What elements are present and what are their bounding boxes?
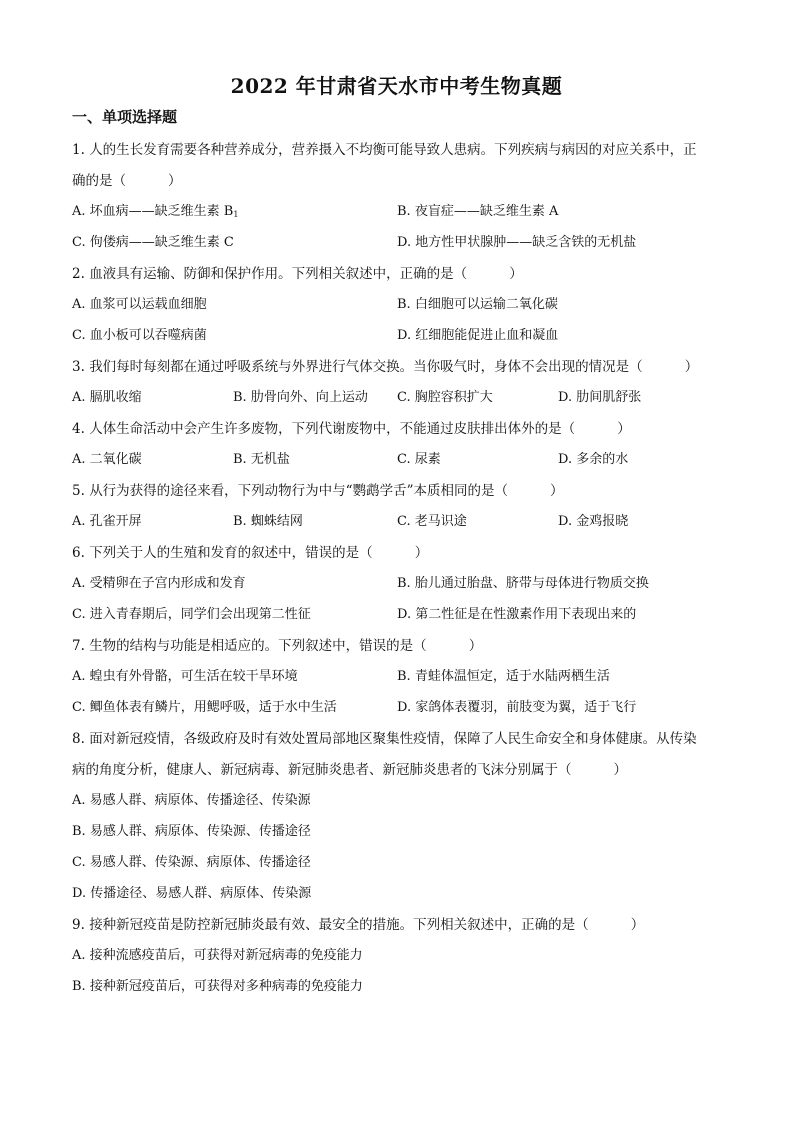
question-8-option-a bbox=[72, 791, 311, 811]
question-8-option-b bbox=[72, 822, 311, 842]
question-9-option-a bbox=[72, 946, 363, 966]
question-6-option-b bbox=[397, 574, 649, 594]
stem-close: ） bbox=[550, 483, 564, 499]
option-label: D. bbox=[397, 700, 412, 715]
question-8-option-c bbox=[72, 853, 311, 873]
stem-close: ） bbox=[684, 359, 699, 375]
option-label: D. bbox=[558, 390, 573, 405]
option-label: C. bbox=[72, 700, 86, 715]
option-label: C. bbox=[397, 452, 411, 467]
stem-close: ） bbox=[168, 173, 182, 189]
option-label: A. bbox=[72, 514, 86, 529]
document-title: 2022 年甘肃省天水市中考生物真题 bbox=[230, 74, 563, 98]
stem-close: ） bbox=[613, 762, 627, 778]
option-text: 易感人群、病原体、传染源、传播途径 bbox=[89, 824, 311, 839]
stem-close: ） bbox=[468, 638, 483, 654]
question-6-option-a bbox=[72, 574, 246, 594]
question-3-stem bbox=[72, 357, 698, 377]
option-text: 血浆可以运载血细胞 bbox=[89, 297, 207, 312]
question-number: 6. bbox=[72, 545, 85, 561]
option-text: 尿素 bbox=[414, 452, 441, 467]
question-5-option-b bbox=[233, 512, 303, 532]
option-label: B. bbox=[233, 452, 247, 467]
option-label: C. bbox=[72, 235, 86, 250]
option-text: 无机盐 bbox=[250, 452, 290, 467]
question-7-option-d bbox=[397, 698, 636, 718]
option-text: 老马识途 bbox=[414, 514, 467, 529]
question-number: 2. bbox=[72, 266, 85, 282]
option-text: 易感人群、病原体、传播途径、传染源 bbox=[89, 793, 311, 808]
question-2-option-a bbox=[72, 295, 207, 315]
question-3-option-a bbox=[72, 388, 142, 408]
option-label: A. bbox=[72, 793, 86, 808]
option-label: B. bbox=[233, 514, 247, 529]
question-number: 7. bbox=[72, 638, 85, 654]
question-8-option-d bbox=[72, 884, 311, 904]
option-label: D. bbox=[72, 886, 87, 901]
question-number: 9. bbox=[72, 917, 85, 933]
option-text: 白细胞可以运输二氧化碳 bbox=[414, 297, 558, 312]
option-label: A. bbox=[72, 948, 86, 963]
option-label: C. bbox=[72, 607, 86, 622]
option-text: 地方性甲状腺肿——缺乏含铁的无机盐 bbox=[415, 235, 637, 250]
question-3-option-d bbox=[558, 388, 641, 408]
option-label: D. bbox=[558, 452, 573, 467]
question-number: 3. bbox=[72, 359, 85, 375]
option-text: 孔雀开屏 bbox=[89, 514, 142, 529]
question-1-option-d bbox=[397, 233, 636, 253]
question-7-option-b bbox=[397, 667, 610, 687]
option-label: D. bbox=[397, 235, 412, 250]
option-text: 夜盲症——缺乏维生素 A bbox=[414, 204, 559, 219]
question-7-option-c bbox=[72, 698, 337, 718]
option-label: B. bbox=[397, 669, 411, 684]
option-label: D. bbox=[558, 514, 573, 529]
stem-text: 病的角度分析，健康人、新冠病毒、新冠肺炎患者、新冠肺炎患者的飞沫分别属于（ bbox=[72, 762, 572, 778]
stem-close: ） bbox=[617, 421, 631, 437]
stem-text: 血液具有运输、防御和保护作用。下列相关叙述中，正确的是（ bbox=[89, 266, 468, 282]
option-text: 接种流感疫苗后，可获得对新冠病毒的免疫能力 bbox=[89, 948, 363, 963]
stem-close: ） bbox=[509, 266, 523, 282]
question-4-stem bbox=[72, 419, 631, 439]
stem-text: 生物的结构与功能是相适应的。下列叙述中，错误的是（ bbox=[89, 638, 427, 654]
option-text: 肋间肌舒张 bbox=[576, 390, 642, 405]
option-text: 传播途径、易感人群、病原体、传染源 bbox=[90, 886, 312, 901]
option-label: B. bbox=[397, 576, 411, 591]
option-label: A. bbox=[72, 390, 86, 405]
stem-text: 人体生命活动中会产生许多废物，下列代谢废物中，不能通过皮肤排出体外的是（ bbox=[89, 421, 576, 437]
question-9-option-b bbox=[72, 977, 363, 997]
option-text: 二氧化碳 bbox=[89, 452, 142, 467]
option-text: 易感人群、传染源、病原体、传播途径 bbox=[89, 855, 311, 870]
stem-text: 确的是（ bbox=[72, 173, 126, 189]
option-text: 接种新冠疫苗后，可获得对多种病毒的免疫能力 bbox=[89, 979, 363, 994]
question-6-option-d bbox=[397, 605, 636, 625]
question-2-stem bbox=[72, 264, 523, 284]
option-text: 胎儿通过胎盘、脐带与母体进行物质交换 bbox=[414, 576, 649, 591]
option-label: D. bbox=[397, 607, 412, 622]
question-number: 1. bbox=[72, 142, 85, 158]
option-text: 蝗虫有外骨骼，可生活在较干旱环境 bbox=[89, 669, 298, 684]
question-1-option-c bbox=[72, 233, 234, 253]
option-label: A. bbox=[72, 452, 86, 467]
question-1-stem-line-1 bbox=[72, 140, 697, 160]
question-6-stem bbox=[72, 543, 428, 563]
question-1-option-a bbox=[72, 202, 238, 225]
option-text: 肋骨向外、向上运动 bbox=[250, 390, 368, 405]
option-label: B. bbox=[397, 297, 411, 312]
question-5-option-c bbox=[397, 512, 467, 532]
question-9-stem bbox=[72, 915, 644, 935]
stem-text: 我们每时每刻都在通过呼吸系统与外界进行气体交换。当你吸气时，身体不会出现的情况是（ bbox=[89, 359, 643, 375]
stem-text: 人的生长发育需要各种营养成分，营养摄入不均衡可能导致人患病。下列疾病与病因的对应关系中，正 bbox=[89, 142, 697, 158]
question-1-option-b bbox=[397, 202, 558, 222]
option-label: A. bbox=[72, 669, 86, 684]
question-5-option-a bbox=[72, 512, 142, 532]
option-label: B. bbox=[397, 204, 411, 219]
option-label: C. bbox=[72, 855, 86, 870]
stem-close: ） bbox=[414, 545, 429, 561]
option-text: 佝偻病——缺乏维生素 C bbox=[89, 235, 234, 250]
stem-text: 下列关于人的生殖和发育的叙述中，错误的是（ bbox=[89, 545, 373, 561]
question-2-option-b bbox=[397, 295, 558, 315]
question-3-option-b bbox=[233, 388, 368, 408]
option-label: A. bbox=[72, 576, 86, 591]
question-6-option-c bbox=[72, 605, 311, 625]
option-text: 血小板可以吞噬病菌 bbox=[89, 328, 207, 343]
option-label: A. bbox=[72, 204, 86, 219]
option-text: 红细胞能促进止血和凝血 bbox=[415, 328, 559, 343]
option-text: 受精卵在子宫内形成和发育 bbox=[89, 576, 246, 591]
option-text: 家鸽体表覆羽，前肢变为翼，适于飞行 bbox=[415, 700, 637, 715]
question-4-option-a bbox=[72, 450, 142, 470]
option-label: B. bbox=[233, 390, 247, 405]
question-4-option-c bbox=[397, 450, 441, 470]
option-text: 胸腔容积扩大 bbox=[414, 390, 493, 405]
stem-text: 面对新冠疫情，各级政府及时有效处置局部地区聚集性疫情，保障了人民生命安全和身体健康。从传染 bbox=[89, 731, 697, 747]
option-label: B. bbox=[72, 979, 86, 994]
question-4-option-d bbox=[558, 450, 628, 470]
option-text: 第二性征是在性激素作用下表现出来的 bbox=[415, 607, 637, 622]
question-5-stem bbox=[72, 481, 564, 501]
option-text: 进入青春期后，同学们会出现第二性征 bbox=[89, 607, 311, 622]
question-number: 8. bbox=[72, 731, 85, 747]
option-text: 蜘蛛结网 bbox=[250, 514, 303, 529]
question-2-option-d bbox=[397, 326, 558, 346]
question-2-option-c bbox=[72, 326, 207, 346]
stem-text: 接种新冠疫苗是防控新冠肺炎最有效、最安全的措施。下列相关叙述中，正确的是（ bbox=[89, 917, 589, 933]
subscript: 1 bbox=[233, 210, 239, 219]
question-7-option-a bbox=[72, 667, 298, 687]
option-label: C. bbox=[397, 514, 411, 529]
question-number: 4. bbox=[72, 421, 85, 437]
option-label: A. bbox=[72, 297, 86, 312]
option-label: C. bbox=[72, 328, 86, 343]
question-7-stem bbox=[72, 636, 482, 656]
section-heading: 一、单项选择题 bbox=[72, 108, 178, 126]
question-number: 5. bbox=[72, 483, 85, 499]
question-3-option-c bbox=[397, 388, 493, 408]
stem-close: ） bbox=[630, 917, 645, 933]
option-label: C. bbox=[397, 390, 411, 405]
question-1-stem-line-2 bbox=[72, 171, 182, 191]
option-text: 多余的水 bbox=[576, 452, 629, 467]
option-text: 鲫鱼体表有鳞片，用鳃呼吸，适于水中生活 bbox=[89, 700, 337, 715]
option-label: B. bbox=[72, 824, 86, 839]
question-8-stem-line-1 bbox=[72, 729, 697, 749]
option-label: D. bbox=[397, 328, 412, 343]
option-text: 青蛙体温恒定，适于水陆两栖生活 bbox=[414, 669, 610, 684]
option-text: 膈肌收缩 bbox=[89, 390, 142, 405]
option-text: 坏血病——缺乏维生素 B bbox=[89, 204, 234, 219]
question-5-option-d bbox=[558, 512, 628, 532]
question-4-option-b bbox=[233, 450, 290, 470]
question-8-stem-line-2 bbox=[72, 760, 627, 780]
stem-text: 从行为获得的途径来看，下列动物行为中与“鹦鹉学舌”本质相同的是（ bbox=[89, 483, 508, 499]
option-text: 金鸡报晓 bbox=[576, 514, 629, 529]
